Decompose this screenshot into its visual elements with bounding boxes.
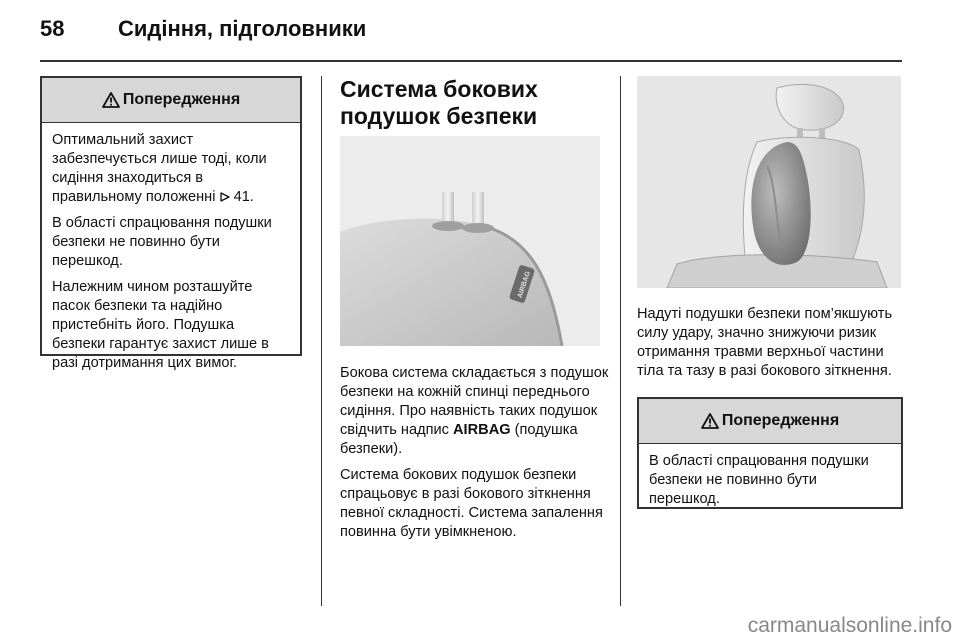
warning-paragraph-3: Належним чином розташуйте пасок безпеки та надійно пристебніть його. Подушка безпеки гарантує захист лише в разі дотримання цих вимог. — [52, 279, 269, 371]
warning-header-right — [639, 399, 901, 444]
middle-paragraph-1 — [340, 364, 610, 459]
page-reference-icon — [220, 192, 230, 202]
warning-paragraph-2: В області спрацювання подушки безпеки не повинно бути перешкод. — [52, 215, 272, 269]
watermark: carmanualsonline.info — [747, 614, 952, 637]
middle-text — [340, 364, 610, 549]
seat-airbag-label-illustration — [340, 136, 600, 346]
middle-paragraph-2: Система бокових подушок безпеки спрацьовує в разі бокового зіткнення певної складності. Система запалення повинна бути увімкненою. — [340, 467, 603, 540]
airbag-label-text: AIRBAG — [453, 422, 511, 438]
warning-body — [42, 123, 300, 386]
page-reference[interactable]: 41. — [233, 189, 254, 205]
seat-inflated-airbag-illustration — [637, 76, 901, 288]
section-title: Система бокових подушок безпеки — [340, 76, 538, 129]
running-head: Сидіння, підголовники — [118, 16, 367, 41]
column-divider-right — [620, 76, 621, 606]
page-number: 58 — [40, 16, 65, 41]
warning-box-left — [40, 76, 302, 371]
warning-triangle-icon — [102, 92, 120, 108]
warning-text: Оптимальний захист забезпечується лише тоді, коли сидіння знаходиться в правильному положенні — [52, 132, 267, 205]
middle-text-c: (подушка безпеки). — [340, 422, 578, 457]
warning-triangle-icon — [701, 413, 719, 429]
header-rule — [40, 60, 902, 62]
right-text — [637, 305, 903, 388]
right-paragraph-1: Надуті подушки безпеки пом’якшують силу удару, значно знижуючи ризик отримання травми верхньої частини тіла та тазу в разі бокового зіткнення. — [637, 306, 893, 379]
warning-title-right: Попередження — [721, 412, 840, 429]
warning-header — [42, 78, 300, 123]
middle-text-a: Бокова система складається з подушок безпеки на кожній спинці переднього сидіння. Про наявність таких подушок свідчить надпис — [340, 365, 609, 438]
warning-body-right — [639, 444, 901, 522]
warning-box-right — [637, 397, 903, 509]
warning-title: Попередження — [122, 91, 241, 108]
airbag-label-tag: AIRBAG — [516, 270, 532, 299]
column-divider-left — [321, 76, 322, 606]
warning-paragraph-1 — [52, 131, 290, 207]
warning-right-text: В області спрацювання подушки безпеки не повинно бути перешкод. — [649, 453, 869, 507]
